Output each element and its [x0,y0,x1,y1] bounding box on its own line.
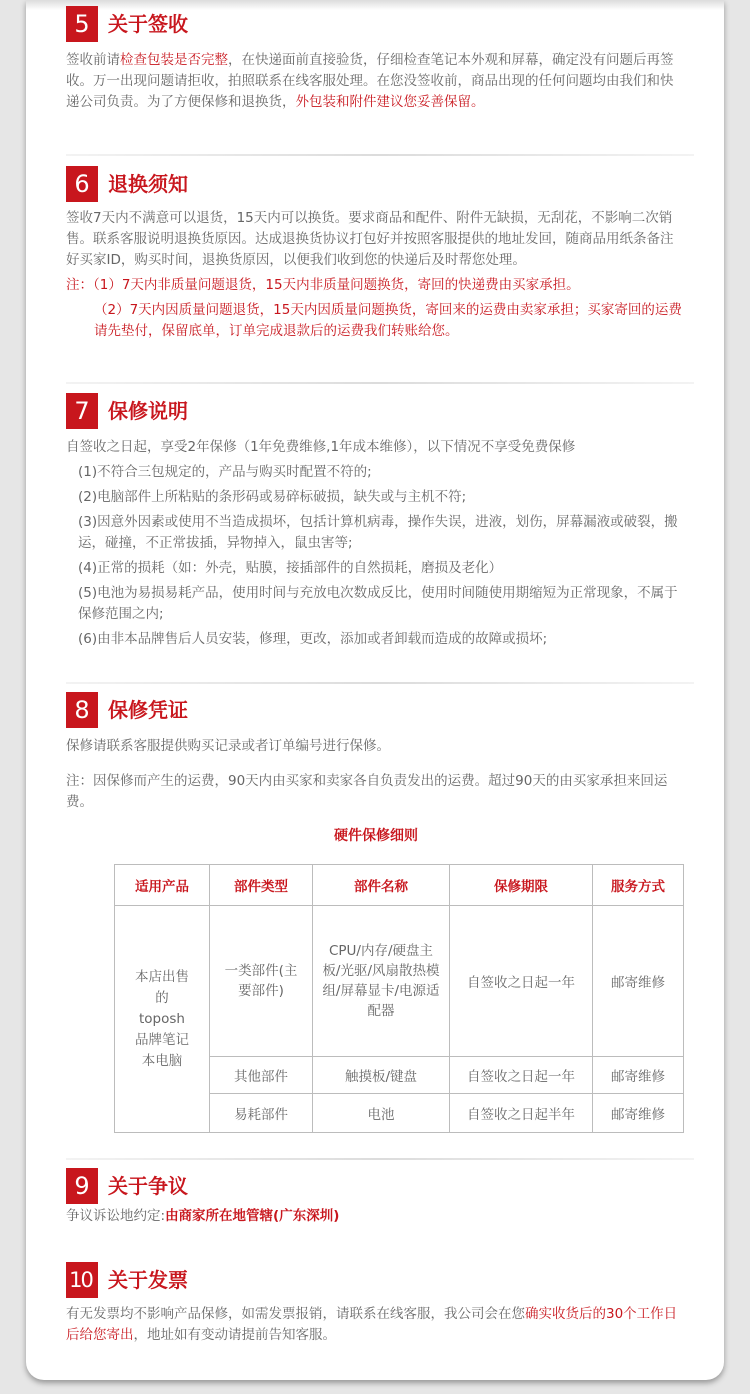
part-type-cell: 一类部件(主要部件) [210,906,313,1057]
column-header: 服务方式 [593,865,684,906]
section-title: 保修说明 [108,399,188,423]
divider [66,154,694,156]
text-span: 争议诉讼地约定: [66,1208,166,1224]
section-title: 退换须知 [108,172,188,196]
section-warranty-proof [66,692,686,845]
section-text [66,50,686,113]
table-header-row [115,865,684,906]
section-header [66,1168,686,1204]
section-header [66,6,686,42]
part-name-cell: 电池 [313,1094,450,1133]
table-row [115,906,684,1057]
highlight-text: 检查包装是否完整 [120,52,228,68]
section-title: 保修凭证 [108,698,188,722]
section-number: 6 [66,166,98,202]
policy-page [26,0,724,1380]
section-returns [66,166,686,342]
section-number: 10 [66,1262,98,1298]
divider [66,382,694,384]
section-text [66,1304,686,1346]
service-cell: 邮寄维修 [593,906,684,1057]
part-type-cell: 易耗部件 [210,1094,313,1133]
highlight-text: 由商家所在地管辖(广东深圳) [165,1208,340,1224]
service-cell: 邮寄维修 [593,1057,684,1094]
section-title: 关于发票 [108,1268,188,1292]
part-name-cell: 触摸板/键盘 [313,1057,450,1094]
period-cell: 自签收之日起一年 [450,906,593,1057]
section-header [66,166,686,202]
part-name-cell: CPU/内存/硬盘主板/光驱/风扇散热模组/屏幕显卡/电源适配器 [313,906,450,1057]
text-span: 有无发票均不影响产品保修，如需发票报销，请联系在线客服，我公司会在您 [66,1306,525,1322]
column-header: 部件名称 [313,865,450,906]
divider [66,1158,694,1160]
section-warranty [66,393,686,654]
text-span: ，在快递面前直接验货，仔细检查笔记本外观和屏幕，确定没有问题后再签收。万一出现问题请拒收，拍照联系在线客服处理。在您没签收前，商品出现的任何问题均由我们和快递公司负责。为了方便保修和退换货， [66,52,674,110]
section-dispute [66,1168,686,1227]
section-number: 5 [66,6,98,42]
highlight-text: 确实收货后的30个工作日后给您寄出 [66,1306,678,1343]
list-item: (2)电脑部件上所粘贴的条形码或易碎标破损，缺失或与主机不符; [78,489,467,505]
period-cell: 自签收之日起一年 [450,1057,593,1094]
part-type-cell: 其他部件 [210,1057,313,1094]
section-header [66,393,686,429]
period-cell: 自签收之日起半年 [450,1094,593,1133]
section-header [66,692,686,728]
section-signing [66,6,686,113]
section-text: 保修请联系客服提供购买记录或者订单编号进行保修。 [66,738,390,754]
section-invoice [66,1262,686,1346]
list-item: (5)电池为易损易耗产品，使用时间与充放电次数成反比，使用时间随使用期缩短为正常现象，不属于保修范围之内; [78,585,678,622]
text-span: ，地址如有变动请提前告知客服。 [133,1327,336,1343]
divider [66,682,694,684]
text-span: 签收前请 [66,52,120,68]
table-title: 硬件保修细则 [334,828,418,844]
list-item: (1)不符合三包规定的，产品与购买时配置不符的; [78,464,372,480]
section-title: 关于争议 [108,1174,188,1198]
section-number: 8 [66,692,98,728]
list-item: (6)由非本品牌售后人员安装，修理，更改，添加或者卸载而造成的故障或损坏; [78,631,548,647]
service-cell: 邮寄维修 [593,1094,684,1133]
list-item: (4)正常的损耗（如：外壳，贴膜，接插部件的自然损耗，磨损及老化） [78,560,503,576]
returns-note-2: （2）7天内因质量问题退货，15天内因质量问题换货，寄回来的运费由卖家承担；买家寄回的运费请先垫付，保留底单，订单完成退款后的运费我们转账给您。 [94,302,682,339]
section-number: 9 [66,1168,98,1204]
column-header: 部件类型 [210,865,313,906]
list-item: (3)因意外因素或使用不当造成损坏，包括计算机病毒，操作失误，进液，划伤，屏幕漏液或破裂，搬运，碰撞，不正常拔插，异物掉入，鼠虫害等; [78,514,678,551]
column-header: 适用产品 [115,865,210,906]
section-title: 关于签收 [108,12,188,36]
section-text [66,1206,686,1227]
column-header: 保修期限 [450,865,593,906]
section-note: 注：因保修而产生的运费，90天内由买家和卖家各自负责发出的运费。超过90天的由买家承担来回运费。 [66,773,668,810]
warranty-table [114,864,684,1133]
returns-note-1: 注：（1）7天内非质量问题退货，15天内非质量问题换货，寄回的快递费由买家承担。 [66,277,580,293]
section-text: 签收7天内不满意可以退货，15天内可以换货。要求商品和配件、附件无缺损，无刮花，不影响二次销售。联系客服说明退换货原因。达成退换货协议打包好并按照客服提供的地址发回，随商品用纸条备注好买家ID，购买时间，退换货原因，以便我们收到您的快递后及时帮您处理。 [66,210,674,268]
product-cell: 本店出售的toposh品牌笔记本电脑 [115,906,210,1133]
section-header [66,1262,686,1298]
warranty-intro: 自签收之日起，享受2年保修（1年免费维修,1年成本维修），以下情况不享受免费保修 [66,439,576,455]
highlight-text: 外包装和附件建议您妥善保留。 [295,94,485,110]
section-number: 7 [66,393,98,429]
